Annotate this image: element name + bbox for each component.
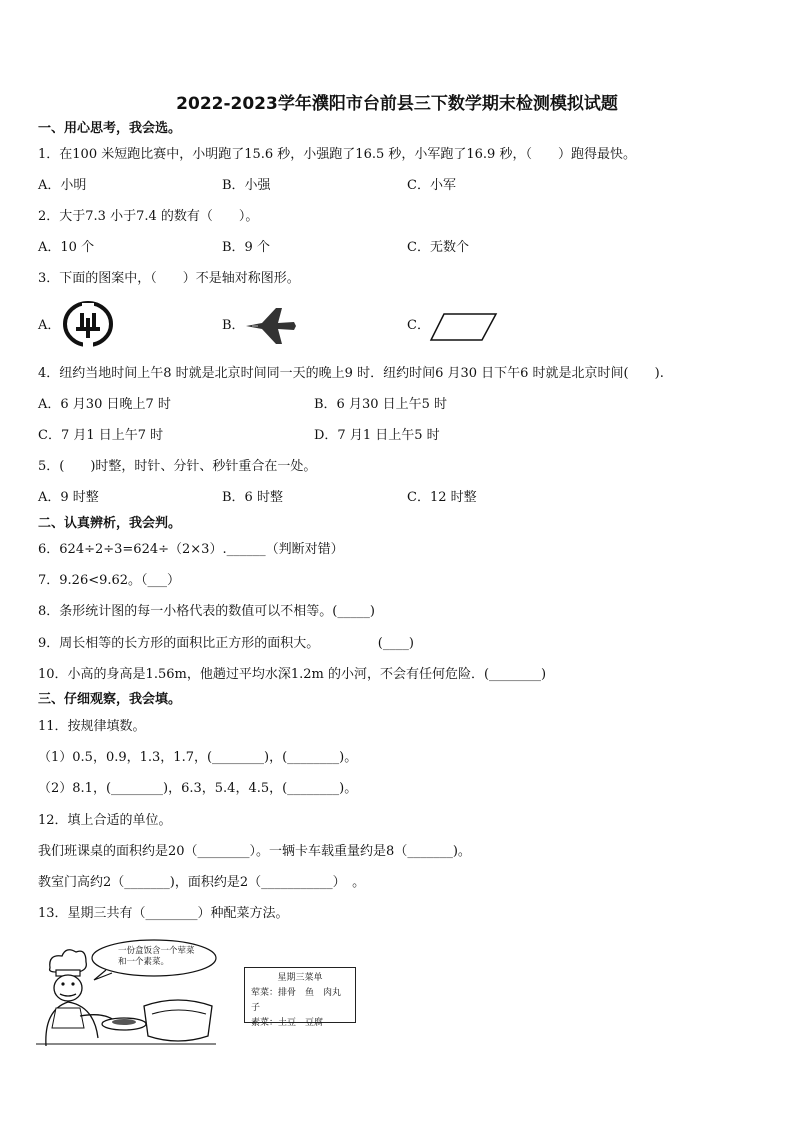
question-7: 7．9.26<9.62。（___）: [38, 573, 181, 588]
menu-veg-dishes: 素菜：土豆 豆腐: [251, 1018, 324, 1028]
q1-option-c: C．小军: [407, 178, 456, 193]
q4-option-b: B．6 月30 日上午5 时: [314, 397, 448, 412]
question-12-part-1: 我们班课桌的面积约是20（________）。一辆卡车载重量约是8（_______)。: [38, 844, 471, 859]
question-13: 13．星期三共有（________）种配菜方法。: [38, 906, 289, 921]
q3-option-b: B．: [222, 318, 245, 333]
q2-option-b: B．9 个: [222, 240, 270, 255]
q5-option-b: B．6 时整: [222, 490, 283, 505]
menu-meat-dishes: 荤菜：排骨 鱼 肉丸子: [251, 988, 342, 1013]
menu-card: [244, 967, 356, 1028]
q4-option-a: A．6 月30 日晚上7 时: [38, 397, 171, 412]
menu-title: 星期三菜单: [277, 973, 323, 983]
jet-plane-icon: [244, 304, 298, 346]
parallelogram-icon: [430, 312, 498, 342]
question-11-part-2: （2）8.1，(________)，6.3，5.4，4.5，(________)。: [38, 781, 358, 796]
page-title: 2022-2023学年濮阳市台前县三下数学期末检测模拟试题: [176, 94, 618, 114]
question-9: 9．周长相等的长方形的面积比正方形的面积大。 (____): [38, 636, 414, 651]
question-12: 12．填上合适的单位。: [38, 813, 172, 828]
q2-option-a: A．10 个: [38, 240, 95, 255]
question-3: 3．下面的图案中，（ ）不是轴对称图形。: [38, 271, 300, 286]
question-11-part-1: （1）0.5，0.9，1.3，1.7，(________)，(________)。: [38, 750, 358, 765]
question-8: 8．条形统计图的每一小格代表的数值可以不相等。(_____): [38, 604, 375, 619]
question-6: 6．624÷2÷3=624÷（2×3）.______（判断对错）: [38, 542, 344, 557]
question-1: 1．在100 米短跑比赛中，小明跑了15.6 秒，小强跑了16.5 秒，小军跑了16.9 秒，（ ）跑得最快。: [38, 147, 636, 162]
q1-option-b: B．小强: [222, 178, 271, 193]
question-5: 5．( )时整，时针、分针、秒针重合在一处。: [38, 459, 317, 474]
q3-option-a: A．: [38, 318, 61, 333]
question-4: 4．纽约当地时间上午8 时就是北京时间同一天的晚上9 时．纽约时间6 月30 日下午6 时就是北京时间( ).: [38, 366, 664, 381]
section-heading-1: 一、用心思考，我会选。: [38, 121, 182, 136]
q5-option-c: C．12 时整: [407, 490, 477, 505]
q4-option-c: C．7 月1 日上午7 时: [38, 428, 164, 443]
q5-option-a: A．9 时整: [38, 490, 99, 505]
q4-option-d: D．7 月1 日上午5 时: [314, 428, 440, 443]
question-2: 2．大于7.3 小于7.4 的数有（ ）。: [38, 209, 259, 224]
q1-option-a: A．小明: [38, 178, 87, 193]
question-12-part-2: 教室门高约2（_______)，面积约是2（___________） 。: [38, 875, 366, 890]
section-heading-3: 三、仔细观察，我会填。: [38, 692, 182, 707]
question-11: 11．按规律填数。: [38, 719, 146, 734]
speech-bubble-text: 一份盒饭含一个荤菜和一个素菜。: [118, 946, 195, 967]
bank-logo-icon: [62, 300, 114, 348]
question-10: 10．小高的身高是1.56m，他趟过平均水深1.2m 的小河，不会有任何危险．(________): [38, 667, 547, 682]
q3-option-c: C．: [407, 318, 430, 333]
q2-option-c: C．无数个: [407, 240, 469, 255]
section-heading-2: 二、认真辨析，我会判。: [38, 516, 182, 531]
